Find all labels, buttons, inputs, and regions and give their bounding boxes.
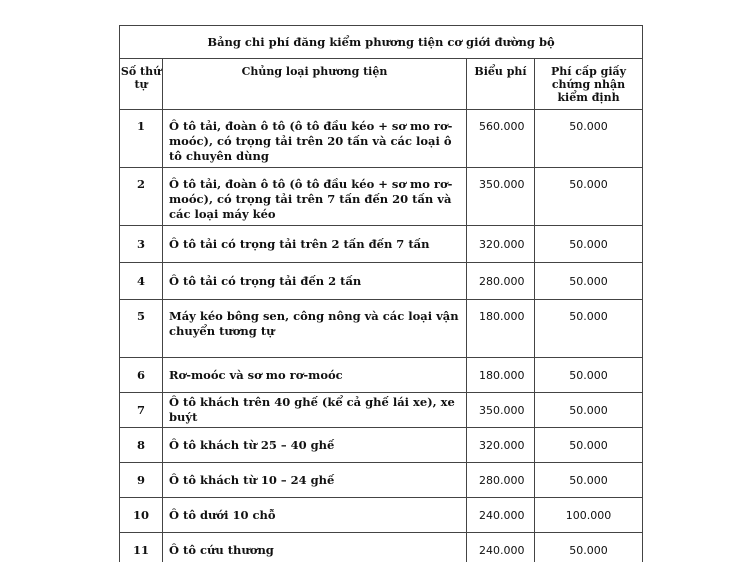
row-fee: 350.000 [467, 393, 535, 428]
row-certificate-fee: 50.000 [535, 358, 643, 393]
title-row [120, 26, 643, 59]
row-vehicle-type: Máy kéo bông sen, công nông và các loại vận chuyển tương tự [163, 300, 467, 358]
row-index: 2 [120, 168, 163, 226]
row-index: 3 [120, 226, 163, 263]
row-vehicle-type: Ô tô tải có trọng tải đến 2 tấn [163, 263, 467, 300]
row-certificate-fee: 50.000 [535, 168, 643, 226]
row-vehicle-type: Ô tô khách từ 25 – 40 ghế [163, 428, 467, 463]
header-row [120, 59, 643, 110]
fee-table [119, 25, 643, 562]
row-index: 1 [120, 110, 163, 168]
header-certificate-fee: Phí cấp giấy chứng nhận kiểm định [535, 59, 643, 110]
row-certificate-fee: 50.000 [535, 393, 643, 428]
table-row [120, 533, 643, 562]
row-fee: 280.000 [467, 263, 535, 300]
row-vehicle-type: Ô tô tải có trọng tải trên 2 tấn đến 7 tấn [163, 226, 467, 263]
table-row [120, 110, 643, 168]
row-index: 8 [120, 428, 163, 463]
row-certificate-fee: 50.000 [535, 226, 643, 263]
table-row [120, 358, 643, 393]
row-fee: 180.000 [467, 300, 535, 358]
table-row [120, 226, 643, 263]
header-index: Số thứ tự [120, 59, 163, 110]
row-vehicle-type: Ô tô khách từ 10 – 24 ghế [163, 463, 467, 498]
row-vehicle-type: Ô tô cứu thương [163, 533, 467, 562]
table-row [120, 463, 643, 498]
row-index: 5 [120, 300, 163, 358]
row-index: 4 [120, 263, 163, 300]
table-row [120, 428, 643, 463]
row-index: 9 [120, 463, 163, 498]
row-index: 7 [120, 393, 163, 428]
row-fee: 280.000 [467, 463, 535, 498]
row-fee: 180.000 [467, 358, 535, 393]
row-certificate-fee: 50.000 [535, 463, 643, 498]
row-vehicle-type: Rơ-moóc và sơ mo rơ-moóc [163, 358, 467, 393]
row-fee: 320.000 [467, 428, 535, 463]
table-row [120, 300, 643, 358]
table-row [120, 263, 643, 300]
table-row [120, 498, 643, 533]
row-index: 6 [120, 358, 163, 393]
row-vehicle-type: Ô tô dưới 10 chỗ [163, 498, 467, 533]
row-vehicle-type: Ô tô tải, đoàn ô tô (ô tô đầu kéo + sơ mo rơ-moóc), có trọng tải trên 7 tấn đến 20 tấn và các loại máy kéo [163, 168, 467, 226]
row-certificate-fee: 50.000 [535, 428, 643, 463]
row-certificate-fee: 50.000 [535, 110, 643, 168]
table-title: Bảng chi phí đăng kiểm phương tiện cơ giới đường bộ [120, 26, 643, 59]
row-index: 11 [120, 533, 163, 562]
row-index: 10 [120, 498, 163, 533]
row-fee: 350.000 [467, 168, 535, 226]
row-certificate-fee: 50.000 [535, 263, 643, 300]
row-fee: 320.000 [467, 226, 535, 263]
row-vehicle-type: Ô tô tải, đoàn ô tô (ô tô đầu kéo + sơ mo rơ-moóc), có trọng tải trên 20 tấn và các loại ô tô chuyên dùng [163, 110, 467, 168]
row-fee: 560.000 [467, 110, 535, 168]
row-fee: 240.000 [467, 498, 535, 533]
row-certificate-fee: 50.000 [535, 300, 643, 358]
row-certificate-fee: 50.000 [535, 533, 643, 562]
table-row [120, 393, 643, 428]
table-row [120, 168, 643, 226]
row-fee: 240.000 [467, 533, 535, 562]
row-vehicle-type: Ô tô khách trên 40 ghế (kể cả ghế lái xe), xe buýt [163, 393, 467, 428]
row-certificate-fee: 100.000 [535, 498, 643, 533]
header-vehicle-type: Chủng loại phương tiện [163, 59, 467, 110]
header-fee: Biểu phí [467, 59, 535, 110]
